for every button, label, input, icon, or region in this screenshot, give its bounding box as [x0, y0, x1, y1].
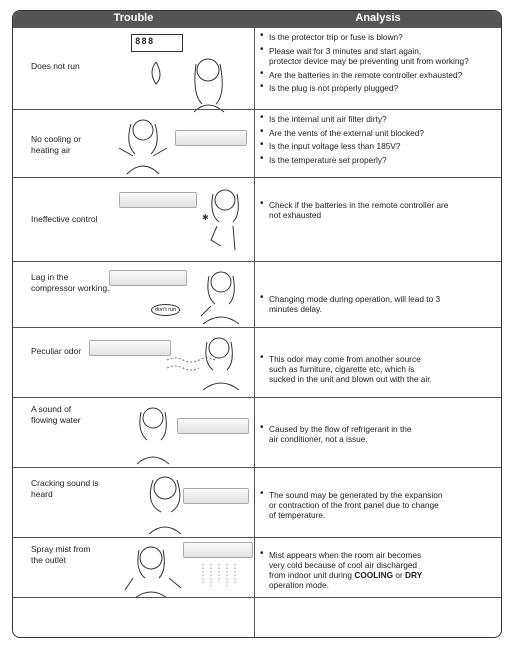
- person-with-remote-icon: [199, 184, 249, 254]
- trouble-text: No cooling or heating air: [31, 134, 82, 155]
- trouble-text: Ineffective control: [31, 214, 98, 224]
- table-row: [13, 537, 501, 597]
- analysis-item: • Is the input voltage less than 185V?: [259, 141, 497, 151]
- table-row-empty: [13, 597, 501, 638]
- air-conditioner-unit-icon: [109, 270, 187, 286]
- person-smelling-icon: [163, 332, 249, 396]
- table-row: [13, 261, 501, 327]
- speech-bubble: don't run: [151, 304, 180, 316]
- analysis-item: • Are the batteries in the remote controller exhausted?: [259, 70, 497, 80]
- person-figure-icon: [139, 472, 189, 536]
- table-row: [13, 327, 501, 397]
- person-figure-icon: [113, 114, 173, 176]
- power-display-icon: 888: [131, 34, 183, 52]
- troubleshooting-table: [12, 10, 502, 638]
- table-row: [13, 397, 501, 467]
- air-conditioner-unit-icon: [183, 488, 249, 504]
- analysis-item: • Caused by the flow of refrigerant in the air conditioner, not a issue.: [259, 424, 497, 444]
- analysis-column-header: Analysis: [355, 12, 401, 24]
- person-figure-icon: [189, 266, 249, 326]
- person-figure-icon: [136, 52, 226, 114]
- analysis-item: • Is the temperature set properly?: [259, 155, 497, 165]
- person-listening-icon: [129, 402, 179, 466]
- trouble-text: Cracking sound is heard: [31, 478, 99, 499]
- table-row: [13, 109, 501, 177]
- table-row: [13, 467, 501, 537]
- air-conditioner-unit-icon: [183, 542, 253, 558]
- analysis-item: • The sound may be generated by the expansion or contraction of the front panel due to change of temperature.: [259, 490, 497, 520]
- svg-text:✱: ✱: [202, 213, 209, 222]
- trouble-text: Peculiar odor: [31, 346, 82, 356]
- analysis-item: • Mist appears when the room air becomes very cold because of cool air discharged from indoor unit during COOLING or DRY operation mode.: [259, 550, 497, 590]
- trouble-text: Spray mist from the outlet: [31, 544, 91, 565]
- analysis-item: • Check if the batteries in the remote controller are not exhausted: [259, 200, 497, 220]
- air-conditioner-unit-icon: [175, 130, 247, 146]
- analysis-item: • Is the plug is not properly plugged?: [259, 83, 497, 93]
- table-row: [13, 27, 501, 117]
- table-header: [13, 11, 501, 27]
- analysis-item: • Is the internal unit air filter dirty?: [259, 114, 497, 124]
- air-conditioner-unit-icon: [89, 340, 171, 356]
- trouble-text: A sound of flowing water: [31, 404, 81, 425]
- analysis-item: • Are the vents of the external unit blocked?: [259, 128, 497, 138]
- trouble-column-header: Trouble: [113, 12, 154, 24]
- analysis-item: • This odor may come from another source such as furniture, cigarette etc, which is sucked in the unit and blown out with the air.: [259, 354, 497, 384]
- analysis-item: • Changing mode during operation, will lead to 3 minutes delay.: [259, 294, 497, 314]
- trouble-text: Lag in the compressor working.: [31, 272, 110, 293]
- air-conditioner-unit-icon: [177, 418, 249, 434]
- trouble-text: Does not run: [31, 61, 80, 71]
- air-conditioner-unit-icon: [119, 192, 197, 208]
- analysis-item: • Please wait for 3 minutes and start again, protector device may be preventing unit from working?: [259, 46, 497, 66]
- analysis-item: • Is the protector trip or fuse is blown?: [259, 32, 497, 42]
- table-row: [13, 177, 501, 261]
